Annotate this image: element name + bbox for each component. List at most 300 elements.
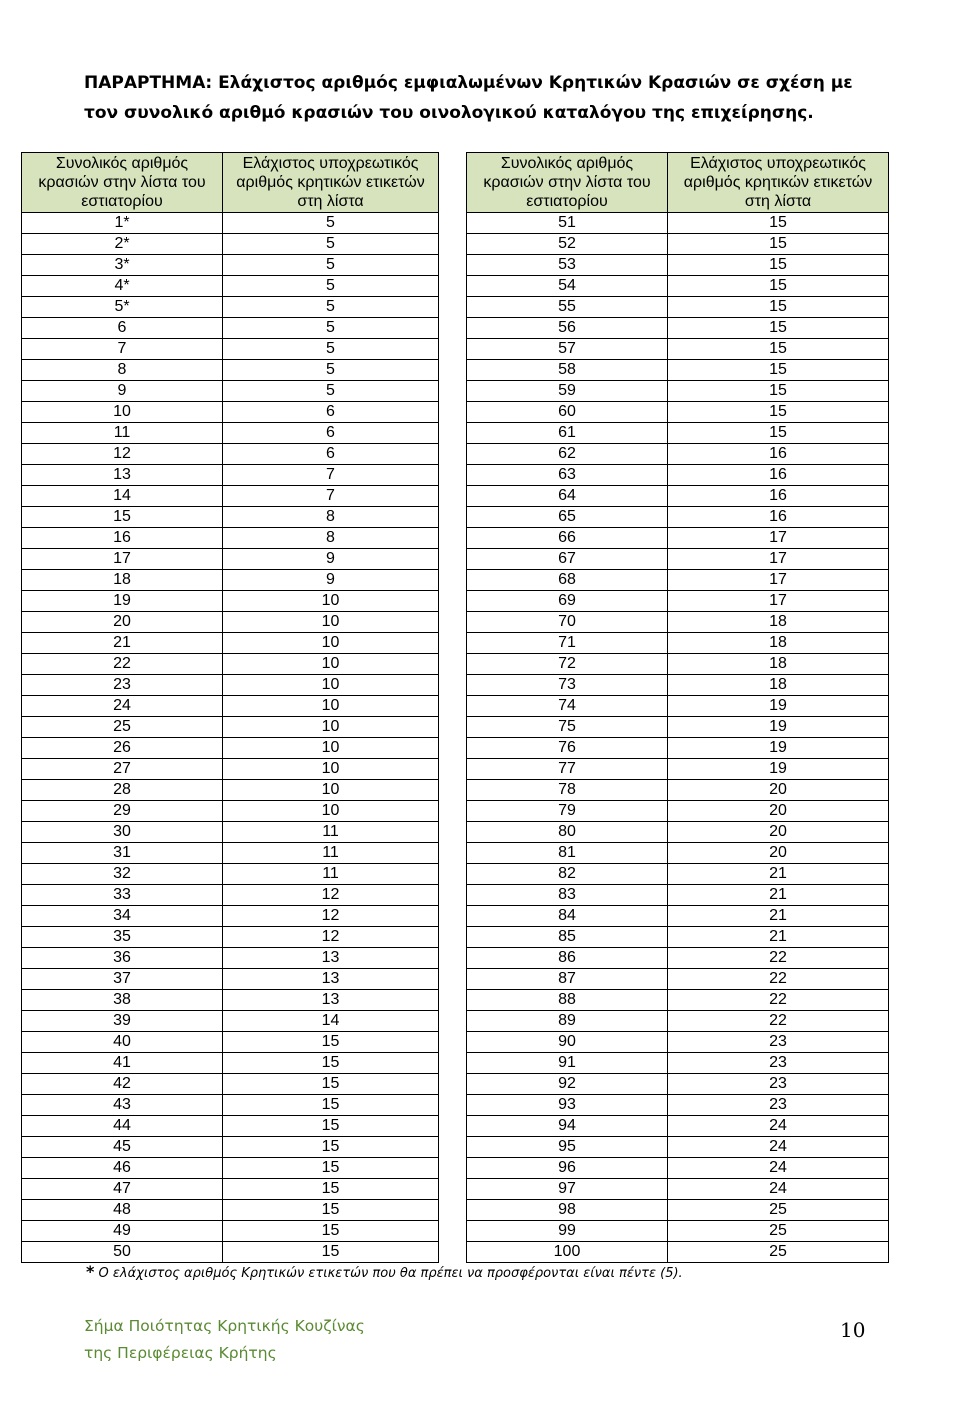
min-labels-cell: 17 — [668, 549, 889, 570]
total-wines-cell: 60 — [467, 402, 668, 423]
footnote — [86, 1262, 683, 1281]
table-row — [22, 318, 439, 339]
total-wines-cell: 18 — [22, 570, 223, 591]
min-labels-cell: 15 — [223, 1032, 439, 1053]
total-wines-cell: 80 — [467, 822, 668, 843]
table-row — [22, 717, 439, 738]
min-labels-cell: 5 — [223, 276, 439, 297]
total-wines-cell: 95 — [467, 1137, 668, 1158]
min-labels-cell: 6 — [223, 423, 439, 444]
min-labels-cell: 22 — [668, 1011, 889, 1032]
total-wines-cell: 6 — [22, 318, 223, 339]
header-min-cretan-labels: Ελάχιστος υποχρεωτικός αριθμός κρητικών ετικετών στη λίστα — [223, 153, 439, 213]
min-labels-cell: 15 — [223, 1242, 439, 1263]
left-table-body — [22, 213, 439, 1263]
total-wines-cell: 74 — [467, 696, 668, 717]
header-total-wines: Συνολικός αριθμός κρασιών στην λίστα του εστιατορίου — [22, 153, 223, 213]
table-row — [467, 864, 889, 885]
total-wines-cell: 71 — [467, 633, 668, 654]
min-labels-cell: 19 — [668, 717, 889, 738]
total-wines-cell: 50 — [22, 1242, 223, 1263]
min-labels-cell: 18 — [668, 675, 889, 696]
table-row — [22, 402, 439, 423]
min-labels-cell: 24 — [668, 1158, 889, 1179]
min-labels-cell: 15 — [668, 297, 889, 318]
total-wines-cell: 26 — [22, 738, 223, 759]
total-wines-cell: 8 — [22, 360, 223, 381]
total-wines-cell: 15 — [22, 507, 223, 528]
min-labels-cell: 15 — [223, 1179, 439, 1200]
table-row — [22, 696, 439, 717]
min-labels-cell: 23 — [668, 1032, 889, 1053]
table-row — [467, 843, 889, 864]
table-row — [467, 339, 889, 360]
table-row — [467, 1221, 889, 1242]
min-labels-cell: 15 — [668, 339, 889, 360]
table-row — [467, 990, 889, 1011]
min-labels-cell: 10 — [223, 801, 439, 822]
table-row — [22, 822, 439, 843]
table-row — [22, 654, 439, 675]
min-labels-cell: 24 — [668, 1179, 889, 1200]
header-min-cretan-labels: Ελάχιστος υποχρεωτικός αριθμός κρητικών ετικετών στη λίστα — [668, 153, 889, 213]
min-labels-cell: 5 — [223, 318, 439, 339]
min-labels-cell: 15 — [668, 255, 889, 276]
min-labels-cell: 17 — [668, 570, 889, 591]
min-labels-cell: 12 — [223, 906, 439, 927]
table-row — [22, 423, 439, 444]
min-labels-cell: 9 — [223, 549, 439, 570]
total-wines-cell: 11 — [22, 423, 223, 444]
total-wines-cell: 20 — [22, 612, 223, 633]
total-wines-cell: 97 — [467, 1179, 668, 1200]
table-row — [22, 507, 439, 528]
total-wines-cell: 45 — [22, 1137, 223, 1158]
table-row — [22, 339, 439, 360]
min-labels-cell: 10 — [223, 675, 439, 696]
table-row — [22, 570, 439, 591]
table-row — [22, 738, 439, 759]
total-wines-cell: 41 — [22, 1053, 223, 1074]
table-row — [22, 1242, 439, 1263]
table-row — [22, 675, 439, 696]
min-labels-cell: 15 — [668, 234, 889, 255]
right-table-body — [467, 213, 889, 1263]
total-wines-cell: 72 — [467, 654, 668, 675]
table-row — [467, 255, 889, 276]
total-wines-cell: 86 — [467, 948, 668, 969]
table-row — [467, 276, 889, 297]
total-wines-cell: 2* — [22, 234, 223, 255]
total-wines-cell: 23 — [22, 675, 223, 696]
min-labels-cell: 10 — [223, 654, 439, 675]
min-labels-cell: 21 — [668, 927, 889, 948]
total-wines-cell: 7 — [22, 339, 223, 360]
total-wines-cell: 32 — [22, 864, 223, 885]
total-wines-cell: 38 — [22, 990, 223, 1011]
total-wines-cell: 33 — [22, 885, 223, 906]
total-wines-cell: 52 — [467, 234, 668, 255]
total-wines-cell: 82 — [467, 864, 668, 885]
min-labels-cell: 20 — [668, 822, 889, 843]
table-row — [22, 1074, 439, 1095]
total-wines-cell: 96 — [467, 1158, 668, 1179]
table-row — [22, 759, 439, 780]
min-labels-cell: 5 — [223, 381, 439, 402]
min-labels-cell: 10 — [223, 780, 439, 801]
total-wines-cell: 92 — [467, 1074, 668, 1095]
total-wines-cell: 14 — [22, 486, 223, 507]
table-row — [22, 780, 439, 801]
table-row — [467, 885, 889, 906]
min-labels-cell: 21 — [668, 864, 889, 885]
total-wines-cell: 94 — [467, 1116, 668, 1137]
table-row — [22, 927, 439, 948]
table-row — [22, 969, 439, 990]
table-row — [467, 696, 889, 717]
total-wines-cell: 29 — [22, 801, 223, 822]
min-labels-cell: 16 — [668, 486, 889, 507]
table-header-row — [22, 153, 439, 213]
table-row — [22, 1158, 439, 1179]
table-row — [22, 1053, 439, 1074]
min-labels-cell: 12 — [223, 927, 439, 948]
table-row — [22, 360, 439, 381]
table-header-row — [467, 153, 889, 213]
total-wines-cell: 99 — [467, 1221, 668, 1242]
min-labels-cell: 25 — [668, 1221, 889, 1242]
total-wines-cell: 62 — [467, 444, 668, 465]
min-labels-cell: 13 — [223, 990, 439, 1011]
table-row — [22, 1095, 439, 1116]
footnote-symbol: * — [86, 1262, 95, 1281]
min-labels-cell: 15 — [223, 1158, 439, 1179]
table-row — [22, 801, 439, 822]
table-row — [22, 1116, 439, 1137]
min-labels-cell: 6 — [223, 444, 439, 465]
total-wines-cell: 13 — [22, 465, 223, 486]
min-labels-cell: 20 — [668, 843, 889, 864]
min-labels-cell: 15 — [223, 1137, 439, 1158]
total-wines-cell: 39 — [22, 1011, 223, 1032]
total-wines-cell: 61 — [467, 423, 668, 444]
min-labels-cell: 18 — [668, 633, 889, 654]
table-row — [467, 318, 889, 339]
min-labels-cell: 21 — [668, 906, 889, 927]
total-wines-cell: 3* — [22, 255, 223, 276]
table-row — [467, 507, 889, 528]
min-labels-cell: 5 — [223, 360, 439, 381]
table-row — [22, 906, 439, 927]
min-labels-cell: 9 — [223, 570, 439, 591]
total-wines-cell: 46 — [22, 1158, 223, 1179]
table-row — [467, 549, 889, 570]
min-labels-cell: 10 — [223, 759, 439, 780]
table-row — [467, 1095, 889, 1116]
total-wines-cell: 16 — [22, 528, 223, 549]
table-row — [467, 1158, 889, 1179]
total-wines-cell: 53 — [467, 255, 668, 276]
min-labels-cell: 17 — [668, 591, 889, 612]
min-labels-cell: 8 — [223, 528, 439, 549]
total-wines-cell: 68 — [467, 570, 668, 591]
min-labels-cell: 15 — [223, 1221, 439, 1242]
min-labels-cell: 11 — [223, 843, 439, 864]
total-wines-cell: 36 — [22, 948, 223, 969]
table-row — [467, 1179, 889, 1200]
table-row — [467, 297, 889, 318]
min-labels-cell: 10 — [223, 612, 439, 633]
table-row — [467, 423, 889, 444]
min-labels-cell: 5 — [223, 213, 439, 234]
min-labels-cell: 15 — [223, 1095, 439, 1116]
total-wines-cell: 75 — [467, 717, 668, 738]
min-labels-cell: 5 — [223, 297, 439, 318]
table-row — [467, 1011, 889, 1032]
table-row — [467, 444, 889, 465]
table-row — [467, 213, 889, 234]
table-row — [467, 591, 889, 612]
min-labels-cell: 8 — [223, 507, 439, 528]
table-row — [467, 1032, 889, 1053]
min-labels-cell: 19 — [668, 759, 889, 780]
total-wines-cell: 76 — [467, 738, 668, 759]
total-wines-cell: 43 — [22, 1095, 223, 1116]
min-labels-cell: 15 — [668, 318, 889, 339]
table-row — [22, 486, 439, 507]
total-wines-cell: 56 — [467, 318, 668, 339]
total-wines-cell: 19 — [22, 591, 223, 612]
min-labels-cell: 15 — [668, 381, 889, 402]
table-row — [22, 990, 439, 1011]
min-labels-cell: 5 — [223, 255, 439, 276]
table-row — [467, 1200, 889, 1221]
min-labels-cell: 15 — [668, 402, 889, 423]
total-wines-cell: 34 — [22, 906, 223, 927]
min-labels-cell: 10 — [223, 696, 439, 717]
min-labels-cell: 18 — [668, 612, 889, 633]
total-wines-cell: 40 — [22, 1032, 223, 1053]
total-wines-cell: 49 — [22, 1221, 223, 1242]
total-wines-cell: 24 — [22, 696, 223, 717]
table-row — [467, 402, 889, 423]
table-row — [22, 864, 439, 885]
total-wines-cell: 63 — [467, 465, 668, 486]
total-wines-cell: 22 — [22, 654, 223, 675]
min-labels-cell: 22 — [668, 969, 889, 990]
min-labels-cell: 24 — [668, 1137, 889, 1158]
min-labels-cell: 16 — [668, 444, 889, 465]
total-wines-cell: 89 — [467, 1011, 668, 1032]
table-row — [467, 1074, 889, 1095]
table-row — [467, 486, 889, 507]
total-wines-cell: 73 — [467, 675, 668, 696]
total-wines-cell: 69 — [467, 591, 668, 612]
total-wines-cell: 17 — [22, 549, 223, 570]
min-labels-cell: 10 — [223, 633, 439, 654]
table-row — [22, 297, 439, 318]
min-labels-cell: 15 — [668, 360, 889, 381]
min-labels-cell: 24 — [668, 1116, 889, 1137]
min-labels-cell: 7 — [223, 486, 439, 507]
total-wines-cell: 91 — [467, 1053, 668, 1074]
total-wines-cell: 4* — [22, 276, 223, 297]
min-labels-cell: 7 — [223, 465, 439, 486]
min-labels-cell: 15 — [668, 276, 889, 297]
table-row — [467, 927, 889, 948]
min-labels-cell: 23 — [668, 1053, 889, 1074]
min-labels-cell: 11 — [223, 864, 439, 885]
table-row — [22, 381, 439, 402]
table-row — [22, 1011, 439, 1032]
total-wines-cell: 67 — [467, 549, 668, 570]
min-labels-cell: 16 — [668, 465, 889, 486]
min-labels-cell: 12 — [223, 885, 439, 906]
total-wines-cell: 59 — [467, 381, 668, 402]
table-row — [467, 822, 889, 843]
table-row — [22, 1221, 439, 1242]
table-row — [22, 612, 439, 633]
table-row — [22, 1179, 439, 1200]
total-wines-cell: 48 — [22, 1200, 223, 1221]
table-row — [22, 1200, 439, 1221]
table-row — [22, 255, 439, 276]
table-row — [467, 738, 889, 759]
table-row — [22, 1137, 439, 1158]
min-labels-cell: 23 — [668, 1095, 889, 1116]
min-labels-cell: 10 — [223, 591, 439, 612]
total-wines-cell: 81 — [467, 843, 668, 864]
total-wines-cell: 51 — [467, 213, 668, 234]
page-title: ΠΑΡΑΡΤΗΜΑ: Ελάχιστος αριθμός εμφιαλωμένων Κρητικών Κρασιών σε σχέση με τον συνολικό αριθμό κρασιών του οινολογικού καταλόγου της επιχείρησης. — [84, 73, 853, 123]
table-row — [22, 528, 439, 549]
table-row — [467, 906, 889, 927]
min-labels-cell: 14 — [223, 1011, 439, 1032]
total-wines-cell: 85 — [467, 927, 668, 948]
table-row — [467, 1116, 889, 1137]
table-row — [467, 675, 889, 696]
table-row — [467, 570, 889, 591]
min-labels-cell: 25 — [668, 1242, 889, 1263]
total-wines-cell: 30 — [22, 822, 223, 843]
total-wines-cell: 35 — [22, 927, 223, 948]
min-labels-cell: 15 — [668, 423, 889, 444]
min-labels-cell: 21 — [668, 885, 889, 906]
min-labels-cell: 10 — [223, 738, 439, 759]
total-wines-cell: 31 — [22, 843, 223, 864]
min-labels-cell: 15 — [223, 1053, 439, 1074]
footnote-text: Ο ελάχιστος αριθμός Κρητικών ετικετών που θα πρέπει να προσφέρονται είναι πέντε (5). — [98, 1266, 683, 1281]
min-labels-cell: 10 — [223, 717, 439, 738]
total-wines-cell: 83 — [467, 885, 668, 906]
min-labels-cell: 19 — [668, 696, 889, 717]
total-wines-cell: 98 — [467, 1200, 668, 1221]
total-wines-cell: 66 — [467, 528, 668, 549]
table-row — [467, 633, 889, 654]
table-row — [22, 843, 439, 864]
table-row — [467, 801, 889, 822]
table-row — [467, 465, 889, 486]
min-labels-cell: 22 — [668, 948, 889, 969]
table-row — [22, 885, 439, 906]
min-labels-cell: 22 — [668, 990, 889, 1011]
total-wines-cell: 64 — [467, 486, 668, 507]
min-labels-cell: 17 — [668, 528, 889, 549]
min-labels-cell: 15 — [668, 213, 889, 234]
table-row — [22, 213, 439, 234]
total-wines-cell: 88 — [467, 990, 668, 1011]
total-wines-cell: 25 — [22, 717, 223, 738]
header-total-wines: Συνολικός αριθμός κρασιών στην λίστα του εστιατορίου — [467, 153, 668, 213]
table-row — [467, 1053, 889, 1074]
table-row — [467, 381, 889, 402]
min-labels-cell: 15 — [223, 1200, 439, 1221]
min-labels-cell: 19 — [668, 738, 889, 759]
total-wines-cell: 47 — [22, 1179, 223, 1200]
min-labels-cell: 5 — [223, 234, 439, 255]
table-row — [22, 591, 439, 612]
min-labels-cell: 16 — [668, 507, 889, 528]
table-row — [467, 654, 889, 675]
footer-line-2: της Περιφέρειας Κρήτης — [84, 1344, 277, 1362]
total-wines-cell: 70 — [467, 612, 668, 633]
total-wines-cell: 93 — [467, 1095, 668, 1116]
total-wines-cell: 21 — [22, 633, 223, 654]
min-labels-cell: 5 — [223, 339, 439, 360]
table-row — [22, 948, 439, 969]
min-labels-cell: 18 — [668, 654, 889, 675]
table-row — [467, 717, 889, 738]
total-wines-cell: 12 — [22, 444, 223, 465]
table-row — [467, 612, 889, 633]
min-labels-cell: 15 — [223, 1074, 439, 1095]
total-wines-cell: 5* — [22, 297, 223, 318]
table-row — [467, 1242, 889, 1263]
table-row — [467, 780, 889, 801]
table-row — [22, 444, 439, 465]
table-row — [467, 360, 889, 381]
total-wines-cell: 77 — [467, 759, 668, 780]
total-wines-cell: 57 — [467, 339, 668, 360]
table-row — [467, 759, 889, 780]
total-wines-cell: 42 — [22, 1074, 223, 1095]
min-labels-cell: 25 — [668, 1200, 889, 1221]
left-table — [21, 152, 439, 1263]
table-row — [467, 969, 889, 990]
page-number: 10 — [840, 1318, 866, 1342]
total-wines-cell: 27 — [22, 759, 223, 780]
min-labels-cell: 20 — [668, 801, 889, 822]
min-labels-cell: 20 — [668, 780, 889, 801]
right-table — [466, 152, 889, 1263]
total-wines-cell: 58 — [467, 360, 668, 381]
footer-line-1: Σήμα Ποιότητας Κρητικής Κουζίνας — [84, 1317, 365, 1335]
table-row — [22, 465, 439, 486]
total-wines-cell: 79 — [467, 801, 668, 822]
table-row — [467, 1137, 889, 1158]
total-wines-cell: 78 — [467, 780, 668, 801]
table-row — [22, 234, 439, 255]
total-wines-cell: 1* — [22, 213, 223, 234]
table-row — [22, 276, 439, 297]
total-wines-cell: 100 — [467, 1242, 668, 1263]
min-labels-cell: 15 — [223, 1116, 439, 1137]
total-wines-cell: 54 — [467, 276, 668, 297]
min-labels-cell: 6 — [223, 402, 439, 423]
table-row — [467, 948, 889, 969]
total-wines-cell: 28 — [22, 780, 223, 801]
min-labels-cell: 13 — [223, 948, 439, 969]
